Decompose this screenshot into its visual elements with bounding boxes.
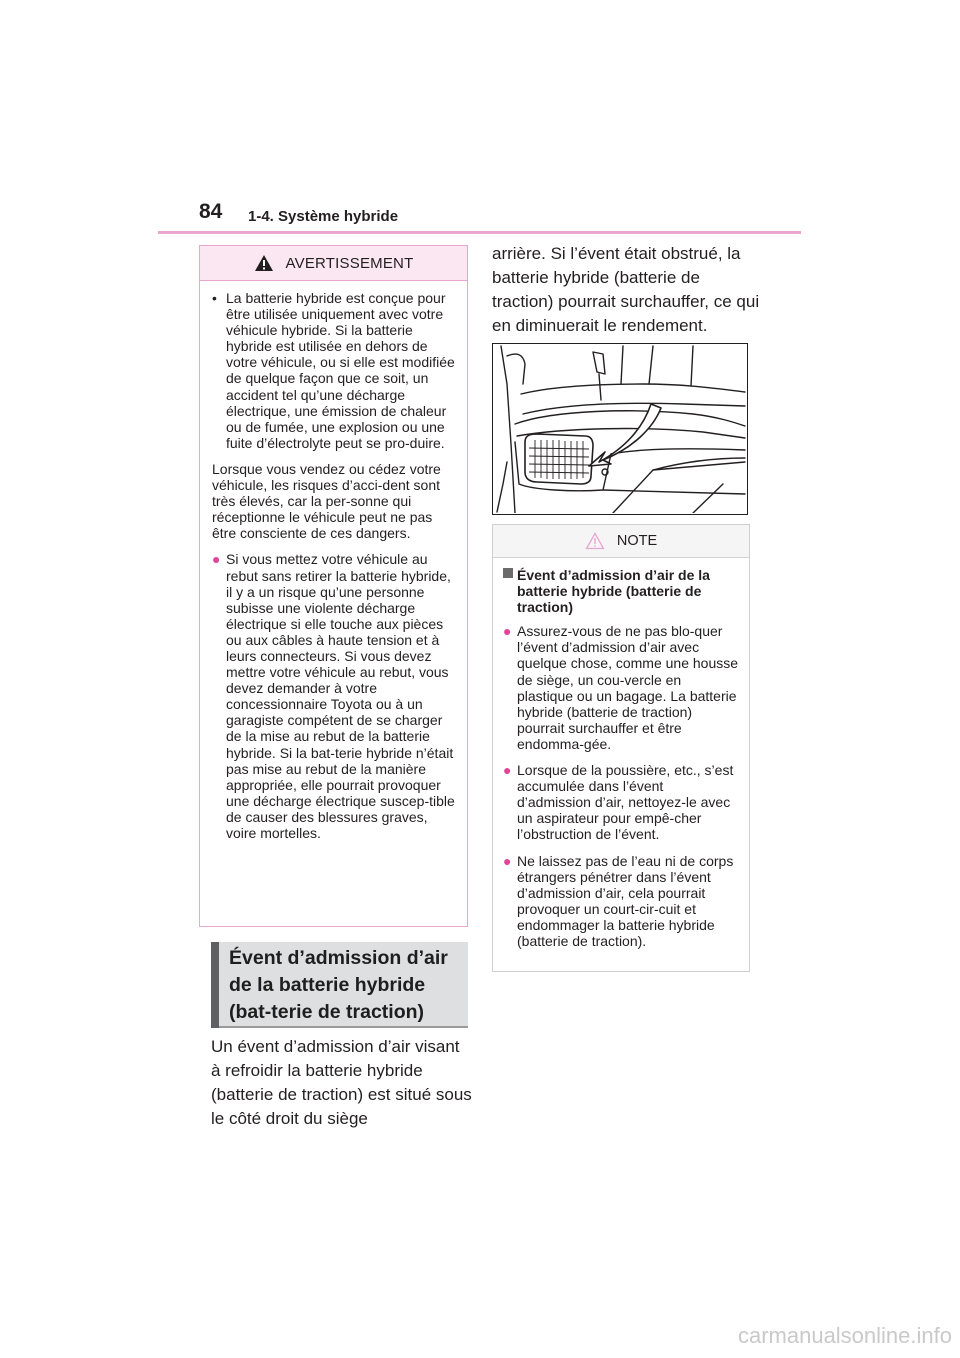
- heading-accent-bar: [211, 942, 219, 1028]
- note-item-text: Ne laissez pas de l’eau ni de corps étrangers pénétrer dans l’évent d’admission d’air, cela pourrait provoquer un court-cir-cuit et endommager la batterie hybride (batterie de traction).: [517, 852, 734, 949]
- note-box: [492, 524, 750, 972]
- warning-dot-item: [212, 551, 455, 841]
- warning-title: AVERTISSEMENT: [285, 254, 414, 272]
- note-item-text: Lorsque de la poussière, etc., s’est accumulée dans l’évent d’admission d’air, nettoyez-le avec un aspirateur pour empê-cher l’obstruction de l’évent.: [517, 762, 734, 843]
- note-item-text: Assurez-vous de ne pas blo-quer l’évent d’admission d’air avec quelque chose, comme une housse de siège, un cou-vercle en plastique ou un bagage. La batterie hybride (batterie de traction) pourrait surchauffer et être endomma-gée.: [517, 623, 739, 752]
- note-item: [503, 623, 739, 752]
- caution-triangle-icon: [585, 532, 605, 550]
- note-item: [503, 762, 739, 842]
- rear-seat-vent-illustration: [492, 343, 748, 515]
- section-heading-block: [211, 942, 468, 1028]
- section-title: 1-4. Système hybride: [248, 208, 399, 225]
- note-title: NOTE: [616, 533, 658, 549]
- warning-box: [199, 245, 468, 927]
- pink-dot-icon: ●: [503, 623, 512, 640]
- note-subtitle: Évent d’admission d’air de la batterie hybride (batterie de traction): [517, 567, 710, 616]
- body-paragraph-left: Un évent d’admission d’air visant à refroidir la batterie hybride (batterie de traction) est situé sous le côté droit du siège: [211, 1037, 472, 1128]
- warning-body: [200, 281, 467, 841]
- page-number: 84: [199, 200, 223, 223]
- body-paragraph-right: arrière. Si l’évent était obstrué, la batterie hybride (batterie de traction) pourrait surchauffer, ce qui en diminuerait le rendement.: [492, 244, 760, 335]
- note-header: [493, 525, 749, 558]
- warning-bullet-text: La batterie hybride est conçue pour être utilisée uniquement avec votre véhicule hybride. Si la batterie hybride est utilisée en dehors de votre véhicule, ou si elle est modifiée de quelque façon que ce soit, un accident tel qu’une décharge électrique, une émission de chaleur ou de fumée, une explosion ou une fuite d’électrolyte peut se pro-duire.: [226, 290, 455, 451]
- square-bullet-icon: [503, 568, 513, 578]
- header-rule: [158, 231, 801, 234]
- note-subtitle-item: [503, 567, 739, 615]
- warning-header: [200, 246, 467, 281]
- note-item: [503, 853, 739, 950]
- pink-dot-icon: ●: [503, 762, 512, 779]
- warning-bullet-item: [212, 290, 455, 451]
- warning-paragraph: Lorsque vous vendez ou cédez votre véhicule, les risques d’acci-dent sont très élevés, car la per-sonne qui réceptionne le véhicule peut ne pas être consciente de ces dangers.: [212, 460, 441, 542]
- note-body: [493, 558, 749, 949]
- seat-vent-drawing: [493, 344, 746, 513]
- warning-dot-text: Si vous mettez votre véhicule au rebut sans retirer la batterie hybride, il y a un risque qu’une personne subisse une violente décharge électrique si elle touche aux pièces ou aux câbles à haute tension et à leurs connecteurs. Si vous devez mettre votre véhicule au rebut, vous devez demander à votre concessionnaire Toyota ou à un garagiste compétent de se charger de la mise au rebut de la batterie hybride. Si la bat-terie hybride n’était pas mise au rebut de la manière appropriée, elle pourrait provoquer une décharge électrique suscep-tible de causer des blessures graves, voire mortelles.: [226, 551, 455, 841]
- pink-dot-icon: ●: [212, 551, 221, 568]
- pink-dot-icon: ●: [503, 852, 512, 869]
- section-heading: Évent d’admission d’air de la batterie hybride (bat-terie de traction): [229, 947, 448, 1023]
- watermark: carmanualsonline.info: [737, 1323, 952, 1348]
- warning-triangle-icon: [254, 254, 274, 272]
- bullet-mark: •: [212, 290, 217, 306]
